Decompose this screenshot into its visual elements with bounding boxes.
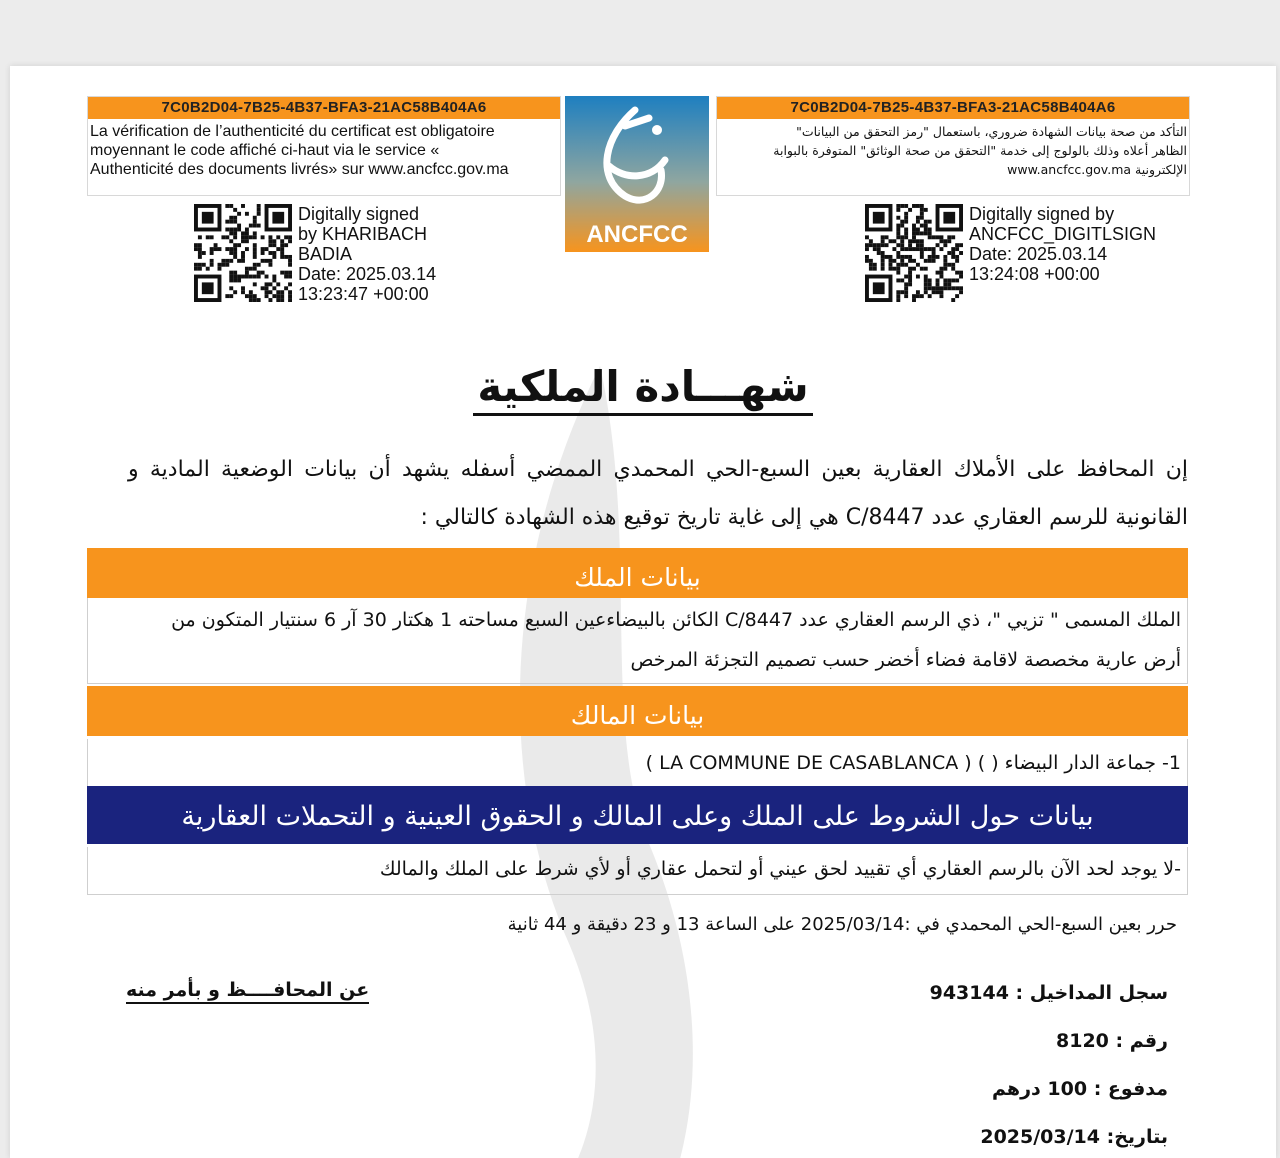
issued-statement: حرر بعين السبع-الحي المحمدي في :2025/03/14 على الساعة 13 و 23 دقيقة و 44 ثانية [507,914,1177,935]
conditions-details [87,847,1188,895]
signature-line: Digitally signed [298,204,420,224]
verification-box-ar [716,96,1190,196]
intro-paragraph: إن المحافظ على الأملاك العقارية بعين السبع-الحي المحمدي الممضي أسفله يشهد أن بيانات الوضعية المادية و القانونية للرسم العقاري عدد C/8447 هي إلى غاية تاريخ توقيع هذه الشهادة كالتالي : [128,457,1188,530]
verification-text-line: الظاهر أعلاه وذلك بالولوج إلى خدمة "التحقق من صحة الوثائق" المتوفرة بالبوابة [773,143,1187,158]
certificate-page [10,66,1276,1158]
owner-line: 1- جماعة الدار البيضاء ( ) ( LA COMMUNE DE CASABLANCA ) [645,752,1181,774]
signature-line: 13:24:08 +00:00 [969,264,1100,284]
property-line: الملك المسمى " تزيي "، ذي الرسم العقاري عدد C/8447 الكائن بالبيضاءعين السبع مساحته 1 هكتار 30 آر 6 سنتيار المتكون من [171,609,1181,631]
signature-line: BADIA [298,244,353,264]
signature-line: by KHARIBACH [298,224,428,244]
section-header-owner: بيانات المالك [87,686,1188,736]
section-header-property: بيانات الملك [87,548,1188,598]
property-details [87,598,1188,684]
verification-text-line: التأكد من صحة بيانات الشهادة ضروري، باستعمال "رمز التحقق من البيانات" [796,124,1187,139]
verification-text-line: Authenticité des documents livrés» sur www.ancfcc.gov.ma [90,161,509,178]
qr-code-icon [865,204,963,302]
signature-line: Date: 2025.03.14 [969,244,1108,264]
signature-line: 13:23:47 +00:00 [298,284,429,304]
signature-line: Date: 2025.03.14 [298,264,437,284]
payment-date: بتاريخ: 2025/03/14 [980,1126,1168,1148]
verification-code[interactable]: 7C0B2D04-7B25-4B37-BFA3-21AC58B404A6 [717,97,1189,119]
document-title [10,362,1276,411]
amount-paid: مدفوع : 100 درهم [992,1078,1168,1100]
signature-line: Digitally signed by [969,204,1115,224]
digital-signature-left [298,204,436,304]
conditions-line: -لا يوجد لحد الآن بالرسم العقاري أي تقييد لحق عيني أو لتحمل عقاري أو لأي شرط على الملك والمالك [379,858,1181,880]
signature-line: ANCFCC_DIGITLSIGN [969,224,1157,244]
verification-box-fr [87,96,561,196]
property-line: أرض عارية مخصصة لاقامة فضاء أخضر حسب تصميم التجزئة المرخص [630,649,1181,671]
verification-text-line: moyennant le code affiché ci-haut via le service « [90,142,440,159]
qr-code-icon [194,204,292,302]
on-behalf-signature-label: عن المحافــــظ و بأمر منه [126,978,369,1004]
revenue-register: سجل المداخيل : 943144 [929,982,1168,1004]
logo-text: ANCFCC [586,221,688,248]
receipt-number: رقم : 8120 [1056,1030,1168,1052]
verification-code[interactable]: 7C0B2D04-7B25-4B37-BFA3-21AC58B404A6 [88,97,560,119]
digital-signature-right [969,204,1156,284]
document-title-text: شهـــادة الملكية [473,362,812,416]
ancfcc-logo [565,96,709,252]
section-header-conditions: بيانات حول الشروط على الملك وعلى المالك و الحقوق العينية و التحملات العقارية [87,786,1188,844]
owner-details [87,739,1188,787]
verification-text-line: الإلكترونية www.ancfcc.gov.ma [1007,162,1187,177]
verification-text-line: La vérification de l’authenticité du certificat est obligatoire [90,123,495,140]
